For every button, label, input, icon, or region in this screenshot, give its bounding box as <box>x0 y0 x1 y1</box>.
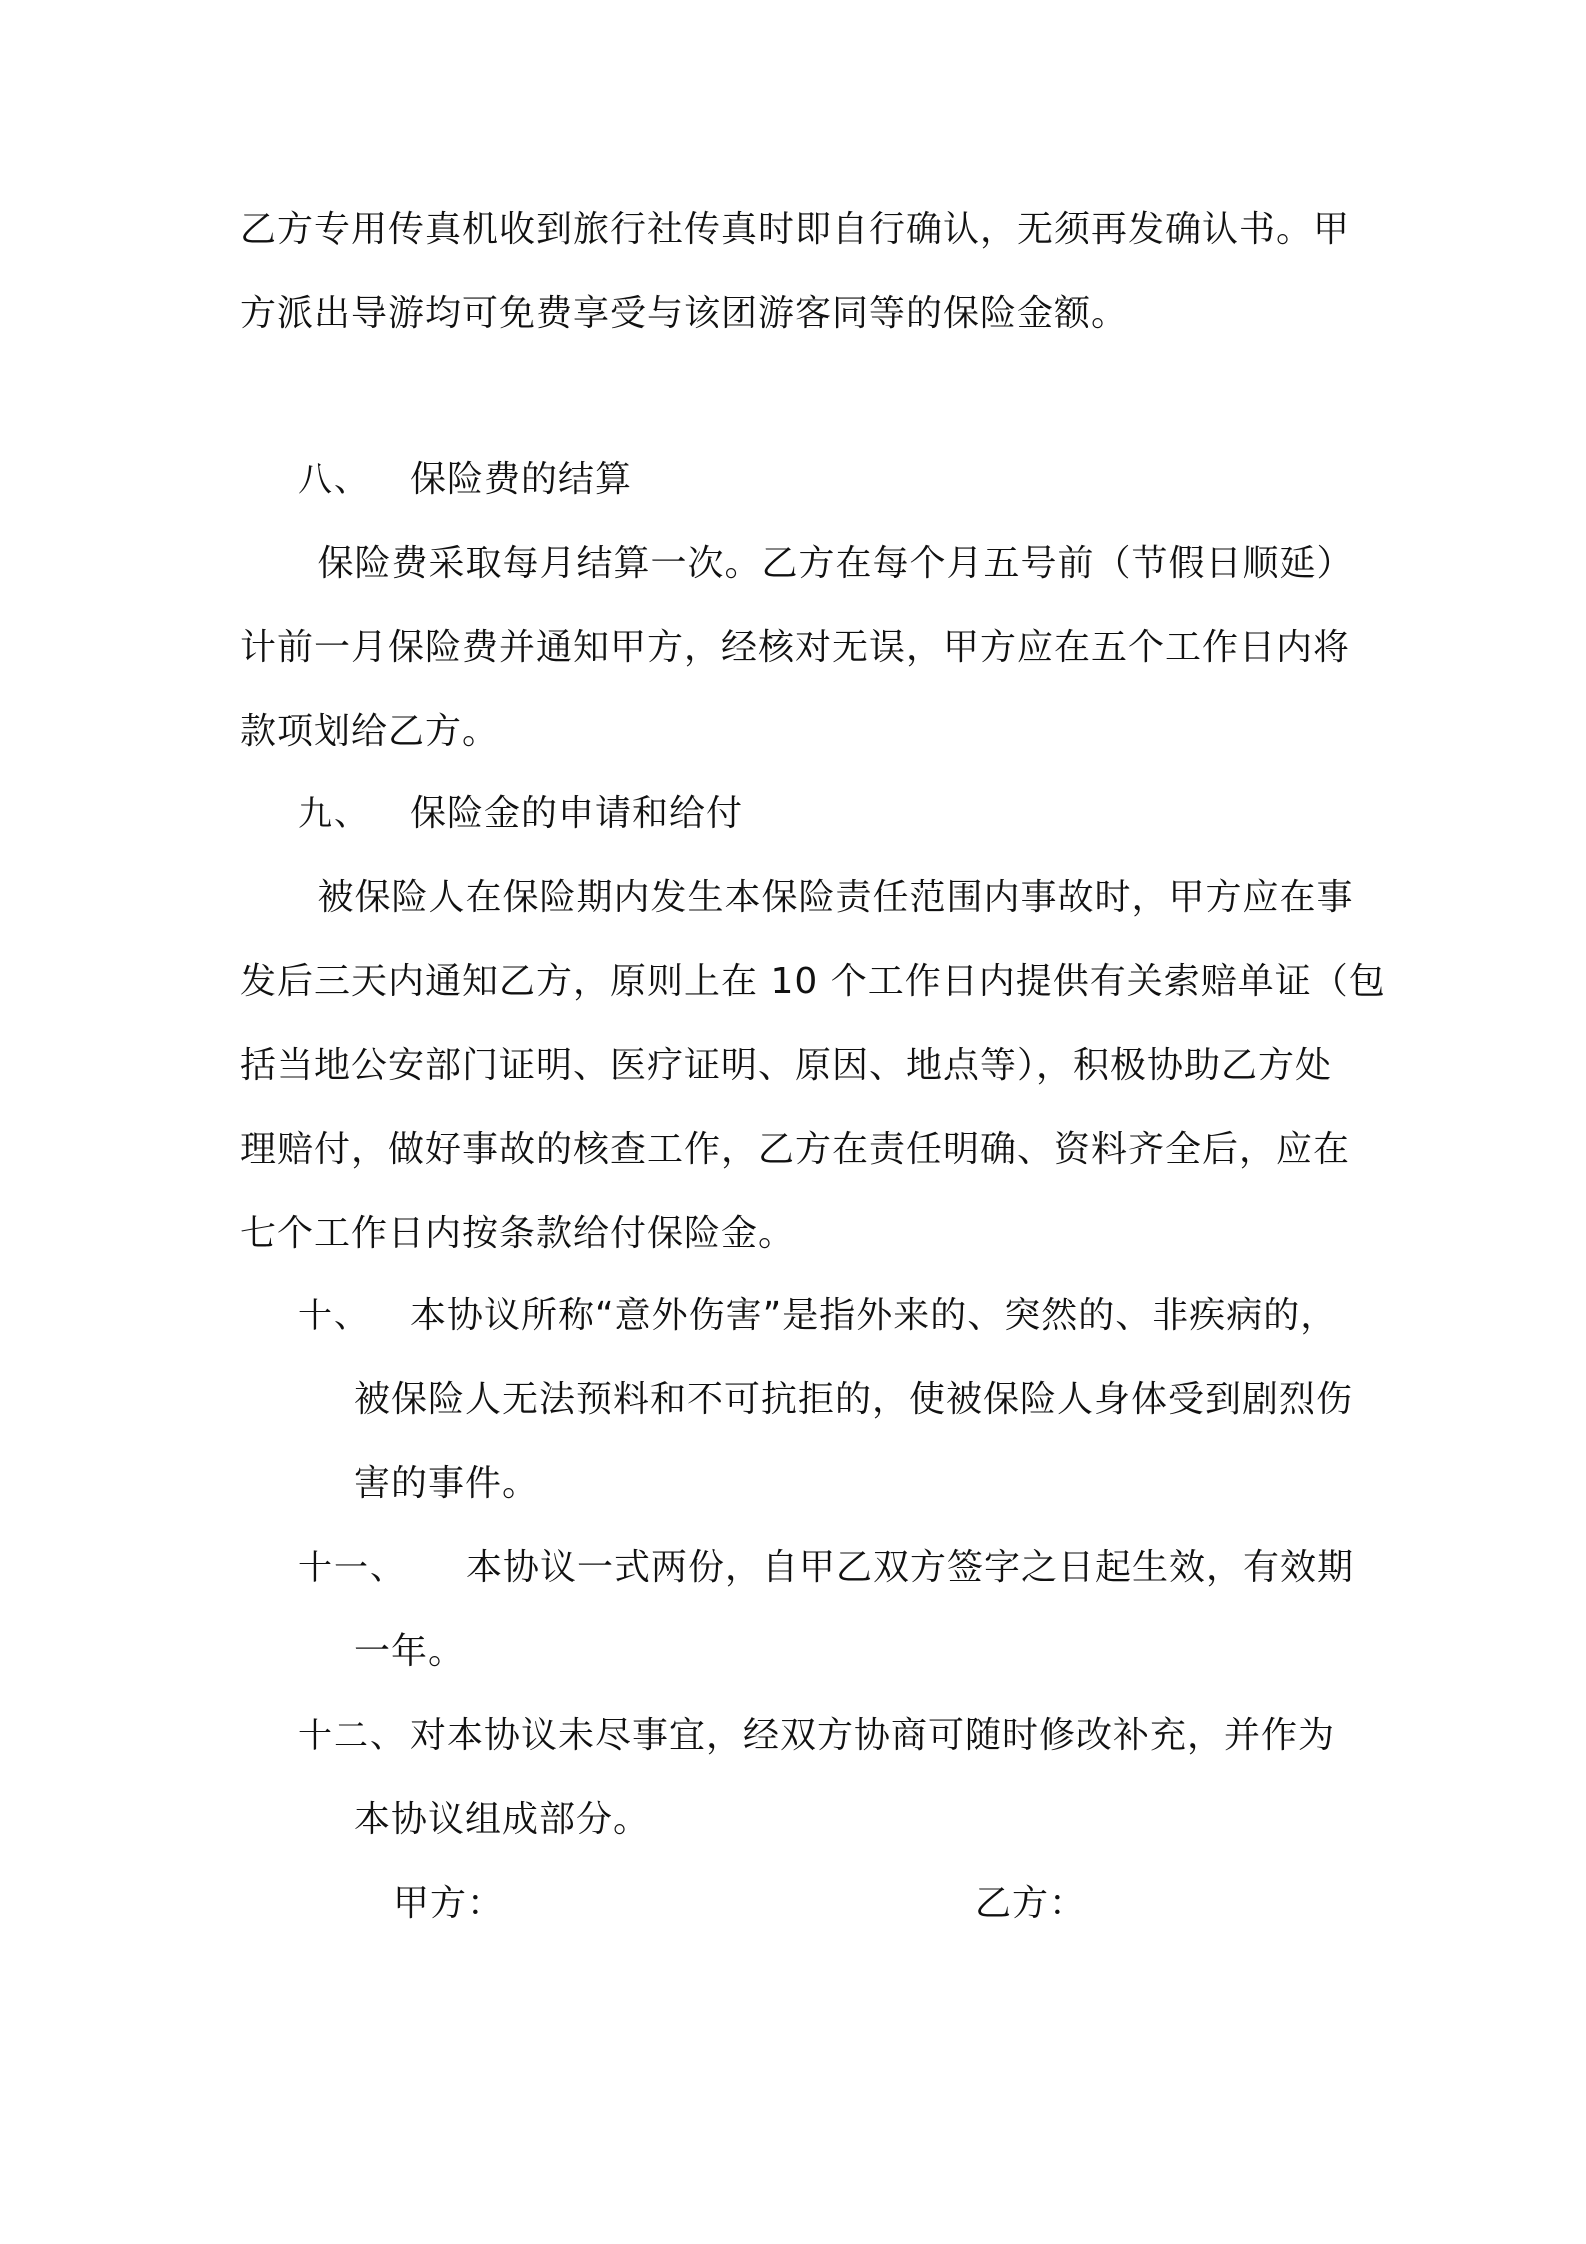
intro-line-1: 乙方专用传真机收到旅行社传真时即自行确认，无须再发确认书。甲 <box>240 209 1351 250</box>
section-9-line-4: 理赔付，做好事故的核查工作，乙方在责任明确、资料齐全后，应在 <box>240 1129 1351 1170</box>
section-10-line-1: 本协议所称“意外伤害”是指外来的、突然的、非疾病的， <box>410 1295 1338 1336</box>
section-9-title: 保险金的申请和给付 <box>410 793 744 834</box>
section-9-line-5: 七个工作日内按条款给付保险金。 <box>240 1213 796 1254</box>
section-10-line-2: 被保险人无法预料和不可抗拒的，使被保险人身体受到剧烈伤 <box>354 1379 1354 1420</box>
section-8-line-1: 保险费采取每月结算一次。乙方在每个月五号前（节假日顺延） <box>305 543 1354 584</box>
section-9-line-3: 括当地公安部门证明、医疗证明、原因、地点等），积极协助乙方处 <box>240 1045 1333 1086</box>
section-10-line-3: 害的事件。 <box>354 1463 540 1504</box>
section-10-number: 十、 <box>298 1296 370 1336</box>
section-12-line-2: 本协议组成部分。 <box>354 1799 651 1840</box>
section-9-line-2: 发后三天内通知乙方，原则上在 10 个工作日内提供有关索赔单证（包 <box>240 961 1386 1002</box>
intro-line-2: 方派出导游均可免费享受与该团游客同等的保险金额。 <box>240 293 1129 334</box>
signature-party-b: 乙方： <box>975 1883 1087 1924</box>
section-8-line-3: 款项划给乙方。 <box>240 711 500 752</box>
section-9-line-1: 被保险人在保险期内发生本保险责任范围内事故时，甲方应在事 <box>305 877 1354 918</box>
signature-party-a: 甲方： <box>393 1883 505 1924</box>
section-12-line-1: 对本协议未尽事宜，经双方协商可随时修改补充，并作为 <box>410 1715 1336 1756</box>
section-12-number: 十二、 <box>298 1716 406 1756</box>
section-11-number: 十一、 <box>298 1548 406 1588</box>
section-11-line-2: 一年。 <box>354 1631 466 1672</box>
section-11-line-1: 本协议一式两份，自甲乙双方签字之日起生效，有效期 <box>466 1547 1355 1588</box>
section-9-number: 九、 <box>298 794 370 834</box>
section-8-number: 八、 <box>298 460 370 500</box>
section-8-line-2: 计前一月保险费并通知甲方，经核对无误，甲方应在五个工作日内将 <box>240 627 1351 668</box>
section-8-title: 保险费的结算 <box>410 459 633 500</box>
